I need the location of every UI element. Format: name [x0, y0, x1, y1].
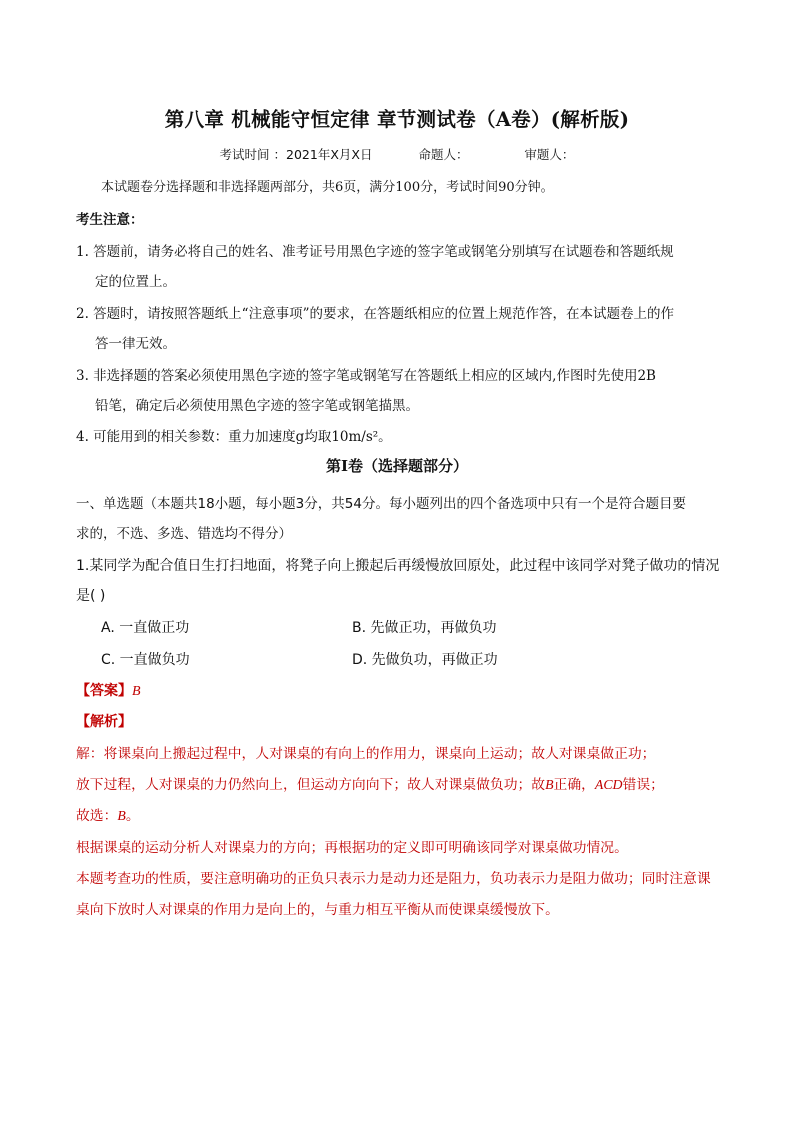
- notice-item-3: 3. 非选择题的答案必须使用黑色字迹的签字笔或钢笔写在答题纸上相应的区域内,作图时先使用2B: [76, 368, 656, 384]
- analysis-line-4: 根据课桌的运动分析人对课桌力的方向；再根据功的定义即可明确该同学对课桌做功情况。: [76, 840, 628, 856]
- question-stem: 1.某同学为配合值日生打扫地面，将凳子向上搬起后再缓慢放回原处，此过程中该同学对凳子做功的情况: [76, 558, 720, 574]
- option-d: D. 先做负功，再做正功: [352, 652, 498, 668]
- intro-text: 本试题卷分选择题和非选择题两部分，共6页，满分100分，考试时间90分钟。: [101, 180, 554, 195]
- question-stem-cont: 是( ): [76, 588, 106, 604]
- analysis-line-1: 解：将课桌向上搬起过程中，人对课桌的有向上的作用力，课桌向上运动；故人对课桌做正功；: [76, 746, 656, 762]
- notice-item-3-cont: 铅笔，确定后必须使用黑色字迹的签字笔或钢笔描黑。: [95, 398, 419, 414]
- analysis-line-6: 桌向下放时人对课桌的作用力是向上的，与重力相互平衡从而使课桌缓慢放下。: [76, 902, 559, 918]
- option-a: A. 一直做正功: [101, 620, 190, 636]
- part-heading: 一、单选题（本题共18小题，每小题3分，共54分。每小题列出的四个备选项中只有一个是符合题目要: [76, 496, 686, 512]
- exam-time: 考试时间 ：2021年X月X日: [219, 147, 373, 162]
- exam-meta: [0, 145, 794, 163]
- answer-label: 【答案】: [76, 683, 132, 699]
- analysis-line-2: 放下过程，人对课桌的力仍然向上，但运动方向向下；故人对课桌做负功；故B正确，ACD错误；: [76, 777, 664, 793]
- notice-item-1-cont: 定的位置上。: [95, 274, 176, 290]
- section-title: 第I卷（选择题部分）: [325, 457, 469, 475]
- analysis-label: 【解析】: [76, 714, 132, 730]
- notice-item-2-cont: 答一律无效。: [95, 336, 176, 352]
- notice-item-2: 2. 答题时，请按照答题纸上“注意事项”的要求，在答题纸相应的位置上规范作答，在本试题卷上的作: [76, 306, 674, 322]
- page-title: 第八章 机械能守恒定律 章节测试卷（A卷）(解析版): [164, 108, 630, 131]
- reviewer-label: 审题人：: [524, 147, 575, 162]
- notice-heading: 考生注意：: [76, 212, 144, 228]
- answer-value: B: [132, 684, 141, 699]
- notice-item-1: 1. 答题前，请务必将自己的姓名、准考证号用黑色字迹的签字笔或钢笔分别填写在试题卷和答题纸规: [76, 244, 674, 260]
- answer-row: [76, 680, 141, 700]
- notice-item-4: 4. 可能用到的相关参数：重力加速度g均取10m/s²。: [76, 429, 392, 445]
- analysis-line-5: 本题考查功的性质，要注意明确功的正负只表示力是动力还是阻力，负功表示力是阻力做功；同时注意课: [76, 871, 711, 887]
- author-label: 命题人：: [418, 147, 469, 162]
- option-c: C. 一直做负功: [101, 652, 190, 668]
- part-heading-cont: 求的，不选、多选、错选均不得分）: [76, 526, 292, 542]
- analysis-line-3: 故选：B。: [76, 808, 140, 824]
- option-b: B. 先做正功，再做负功: [352, 620, 497, 636]
